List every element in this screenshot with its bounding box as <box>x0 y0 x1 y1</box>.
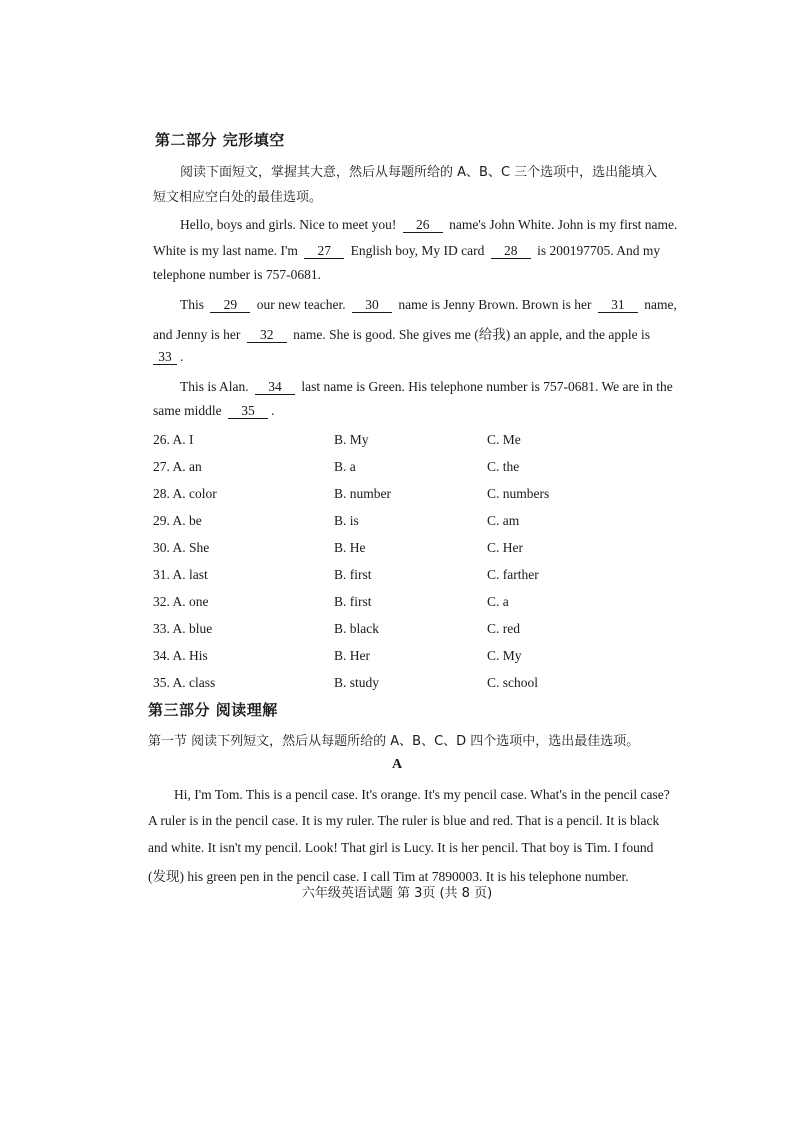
text-fragment: White is my last name. I'm <box>153 243 298 258</box>
options-row-33 <box>153 621 713 641</box>
options-row-29 <box>153 513 713 533</box>
text-fragment: . <box>180 349 184 364</box>
text-fragment: . <box>270 403 275 418</box>
text-fragment: This is Alan. <box>180 379 249 394</box>
option-a: 35. A. class <box>153 675 216 690</box>
option-b: B. study <box>334 675 380 690</box>
blank-33: 33 <box>153 350 177 365</box>
cloze-p3-line1 <box>180 379 673 395</box>
option-c: C. am <box>487 513 520 528</box>
option-a: 34. A. His <box>153 648 208 663</box>
text-fragment: name. She is good. She gives me (给我) an apple, and the apple is <box>293 327 651 342</box>
options-row-34 <box>153 648 713 668</box>
option-c: C. farther <box>487 567 539 582</box>
option-b: B. is <box>334 513 359 528</box>
blank-26: 26 <box>403 218 443 233</box>
text-fragment: English boy, My ID card <box>350 243 485 258</box>
blank-31: 31 <box>598 298 638 313</box>
part3-section-instruction: 第一节 阅读下列短文，然后从每题所给的 A、B、C、D 四个选项中，选出最佳选项。 <box>148 734 640 749</box>
option-c: C. Her <box>487 540 523 555</box>
text-fragment: same middle <box>153 403 222 418</box>
blank-34: 34 <box>255 380 295 395</box>
option-c: C. My <box>487 648 522 663</box>
text-fragment: our new teacher. <box>256 297 346 312</box>
text-fragment: name's John White. John is my first name. <box>449 217 678 232</box>
part2-instruction-line1: 阅读下面短文，掌握其大意，然后从每题所给的 A、B、C 三个选项中，选出能填入 <box>180 165 658 180</box>
options-row-31 <box>153 567 713 587</box>
option-a: 28. A. color <box>153 486 217 501</box>
option-c: C. a <box>487 594 509 609</box>
passage-line-1: Hi, I'm Tom. This is a pencil case. It's orange. It's my pencil case. What's in the pencil case? <box>174 787 670 802</box>
option-b: B. Her <box>334 648 370 663</box>
blank-27: 27 <box>304 244 344 259</box>
page-footer: 六年级英语试题 第 3页 (共 8 页) <box>301 886 493 901</box>
cloze-p1-line1 <box>180 217 677 233</box>
option-c: C. red <box>487 621 520 636</box>
option-a: 26. A. I <box>153 432 194 447</box>
options-row-27 <box>153 459 713 479</box>
blank-30: 30 <box>352 298 392 313</box>
cloze-p2-line1 <box>180 297 677 313</box>
option-c: C. school <box>487 675 539 690</box>
option-b: B. My <box>334 432 369 447</box>
option-b: B. first <box>334 567 372 582</box>
cloze-p1-line3: telephone number is 757-0681. <box>153 267 321 282</box>
part2-heading: 第二部分 完形填空 <box>155 131 285 149</box>
text-fragment: Hello, boys and girls. Nice to meet you! <box>180 217 397 232</box>
text-fragment: This <box>180 297 205 312</box>
passage-letter: A <box>392 757 403 772</box>
blank-35: 35 <box>228 404 268 419</box>
option-b: B. first <box>334 594 372 609</box>
option-a: 27. A. an <box>153 459 202 474</box>
option-a: 30. A. She <box>153 540 210 555</box>
option-b: B. number <box>334 486 391 501</box>
text-fragment: name is Jenny Brown. Brown is her <box>398 297 592 312</box>
cloze-p2-line3 <box>153 349 183 365</box>
option-a: 29. A. be <box>153 513 202 528</box>
cloze-p1-line2 <box>153 243 660 259</box>
options-row-30 <box>153 540 713 560</box>
option-a: 33. A. blue <box>153 621 213 636</box>
text-fragment: is 200197705. And my <box>537 243 661 258</box>
option-a: 32. A. one <box>153 594 209 609</box>
option-a: 31. A. last <box>153 567 208 582</box>
passage-line-4: (发现) his green pen in the pencil case. I call Tim at 7890003. It is his telephone number. <box>148 869 629 884</box>
options-row-32 <box>153 594 713 614</box>
blank-29: 29 <box>210 298 250 313</box>
options-row-35 <box>153 675 713 695</box>
option-c: C. Me <box>487 432 521 447</box>
text-fragment: and Jenny is her <box>153 327 241 342</box>
cloze-p3-line2 <box>153 403 274 419</box>
passage-line-2: A ruler is in the pencil case. It is my ruler. The ruler is blue and red. That is a pencil. It is black <box>148 813 660 828</box>
blank-32: 32 <box>247 328 287 343</box>
options-row-26 <box>153 432 713 452</box>
part3-heading: 第三部分 阅读理解 <box>148 701 278 719</box>
text-fragment: name, <box>644 297 677 312</box>
option-b: B. a <box>334 459 356 474</box>
part2-instruction-line2: 短文相应空白处的最佳选项。 <box>153 190 323 205</box>
option-b: B. black <box>334 621 379 636</box>
passage-line-3: and white. It isn't my pencil. Look! That girl is Lucy. It is her pencil. That boy is Tim. I found <box>148 840 654 855</box>
option-c: C. numbers <box>487 486 550 501</box>
option-b: B. He <box>334 540 366 555</box>
option-c: C. the <box>487 459 520 474</box>
blank-28: 28 <box>491 244 531 259</box>
options-row-28 <box>153 486 713 506</box>
cloze-p2-line2 <box>153 323 650 343</box>
text-fragment: last name is Green. His telephone number is 757-0681. We are in the <box>301 379 673 394</box>
